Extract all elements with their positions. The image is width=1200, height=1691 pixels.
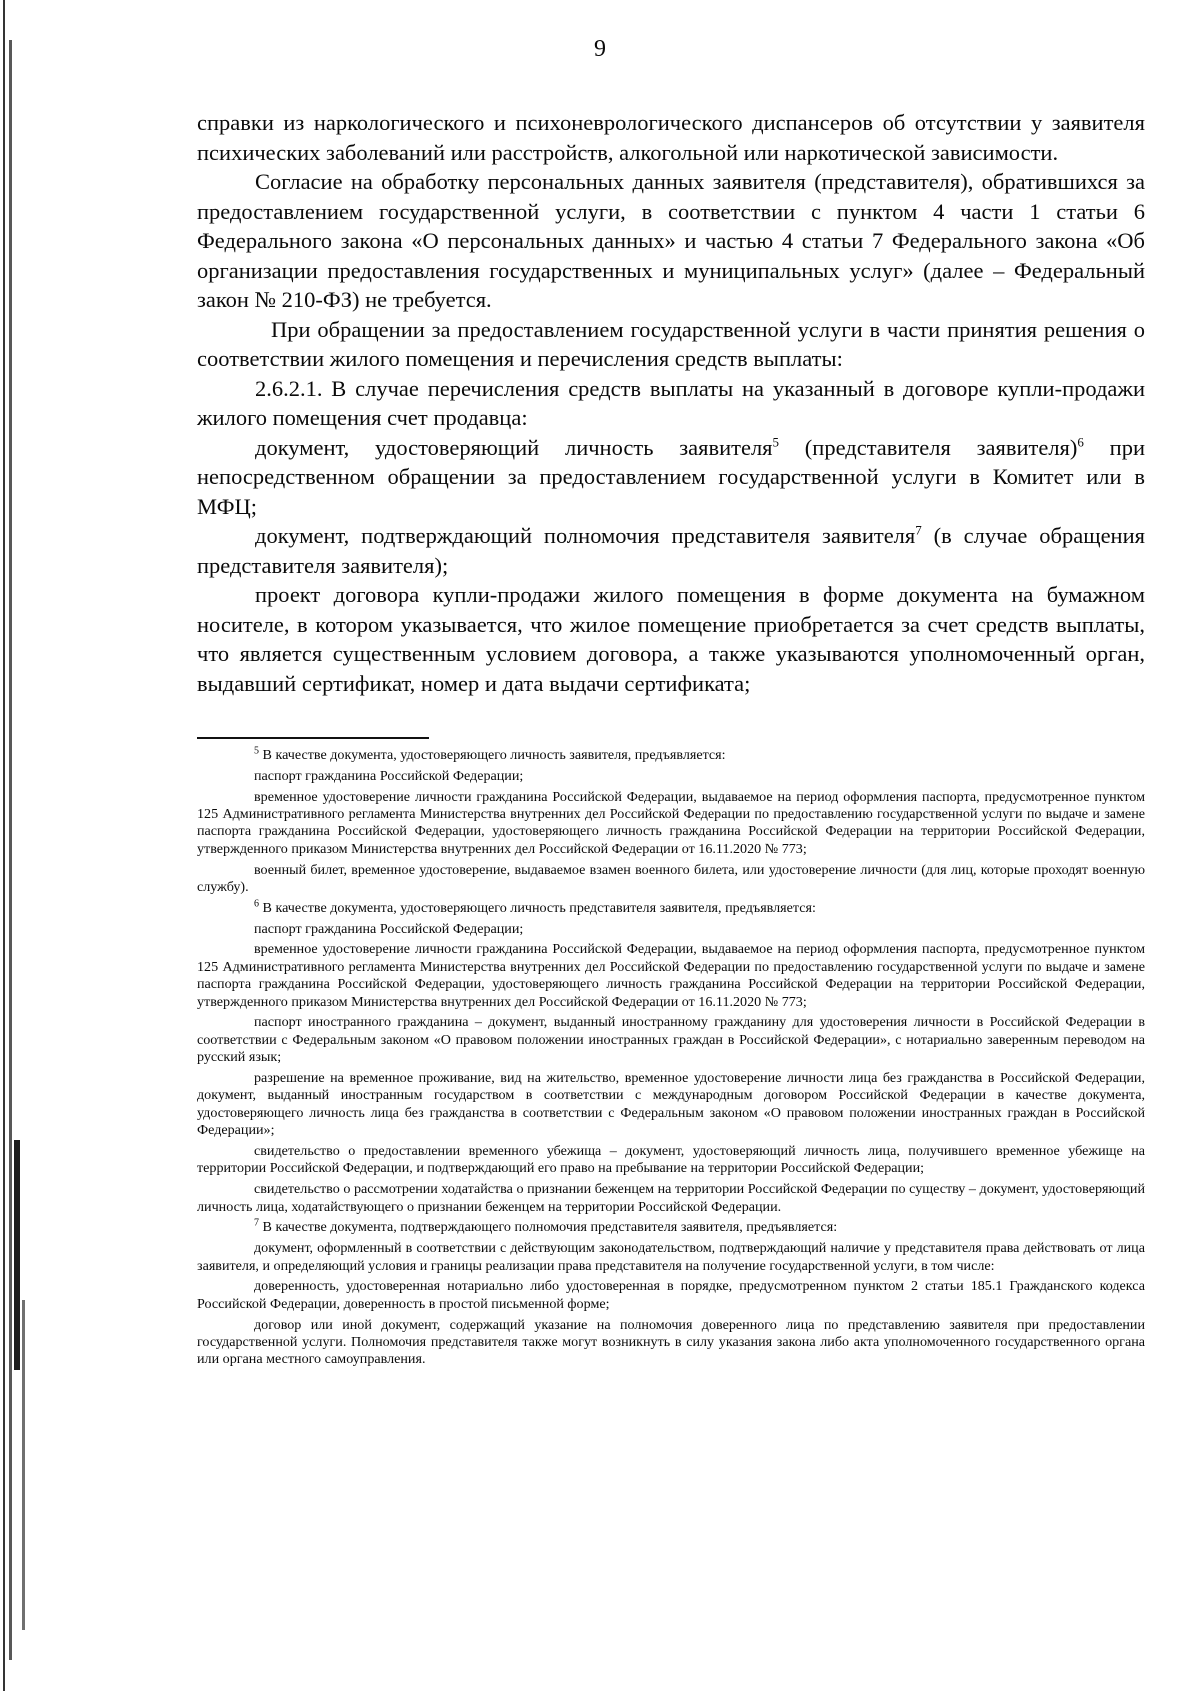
footnote-item [197, 1143, 1145, 1178]
footnote-text: паспорт гражданина Российской Федерации; [254, 920, 524, 937]
footnotes [197, 747, 1145, 1372]
footnote-heading [197, 1219, 1145, 1236]
footnote-reference: 6 [1077, 434, 1084, 449]
footnote-text: договор или иной документ, содержащий указание на полномочия доверенного лица по представлению заявителя при предоставлении государственной услуги. Полномочия представителя также могут возникнуть в силу указания закона либо акта уполномоченного государственного органа или органа местного самоуправления. [197, 1316, 1145, 1368]
footnote-reference: 5 [772, 434, 780, 449]
scan-edge-artifact [14, 1140, 20, 1370]
paragraph-text: (в случае обращения представителя заявителя); [197, 523, 1145, 578]
footnote-item [197, 1278, 1145, 1313]
footnote-text: паспорт гражданина Российской Федерации; [254, 767, 524, 784]
footnote-text: свидетельство о рассмотрении ходатайства о признании беженцем на территории Российской Федерации по существу – документ, удостоверяющий личность лица, ходатайствующего о признании беженцем на территории Российской Федерации. [197, 1181, 1145, 1215]
footnote-item [197, 789, 1145, 859]
scan-edge-artifact [22, 1300, 25, 1630]
paragraph-text: (представителя заявителя) [779, 434, 1078, 460]
body-paragraph: справки из наркологического и психоневрологического диспансеров об отсутствии у заявителя психических заболеваний или расстройств, алкогольной или наркотической зависимости. [197, 110, 1145, 165]
body-paragraph: 2.6.2.1. В случае перечисления средств выплаты на указанный в договоре купли-продажи жилого помещения счет продавца: [197, 375, 1145, 430]
footnote-text: временное удостоверение личности гражданина Российской Федерации, выдаваемое на период оформления паспорта, предусмотренное пунктом 125 Административного регламента Министерства внутренних дел Российской Федерации по предоставлению государственной услуги по выдаче и замене паспорта гражданина Российской Федерации, удостоверяющего личность гражданина Российской Федерации на территории Российской Федерации, утвержденного приказом Министерства внутренних дел Российской Федерации от 16.11.2020 № 773; [197, 941, 1145, 1010]
body-paragraph: Согласие на обработку персональных данных заявителя (представителя), обратившихся за предоставлением государственной услуги, в соответствии с пунктом 4 части 1 статьи 6 Федерального закона «О персональных данных» и частью 4 статьи 7 Федерального закона «Об организации предоставления государственных и муниципальных услуг» (далее – Федеральный закон № 210-ФЗ) не требуется. [197, 169, 1145, 312]
body-paragraph: проект договора купли-продажи жилого помещения в форме документа на бумажном носителе, в котором указывается, что жилое помещение приобретается за счет средств выплаты, что является существенным условием договора, а также указываются уполномоченный орган, выдавший сертификат, номер и дата выдачи сертификата; [197, 582, 1145, 696]
scan-edge-artifact [9, 40, 12, 1660]
footnote-text: военный билет, временное удостоверение, выдаваемое взамен военного билета, или удостоверение личности (для лиц, которые проходят военную службу). [197, 861, 1145, 896]
paragraph-text: при непосредственном обращении за предоставлением государственной услуги в Комитет или в МФЦ; [197, 434, 1145, 519]
footnote-item [197, 1070, 1145, 1140]
footnote-reference: 7 [915, 522, 922, 538]
main-text [197, 108, 1145, 698]
page-number: 9 [594, 36, 606, 62]
footnote-item [197, 1240, 1145, 1275]
paragraph-text: документ, удостоверяющий личность заявителя [255, 434, 773, 460]
footnote-heading [197, 900, 1145, 917]
footnote-separator [197, 737, 429, 739]
footnote-text: разрешение на временное проживание, вид на жительство, временное удостоверение личности лица без гражданства в Российской Федерации, документ, выданный иностранным государством в соответствии с международным договором Российской Федерации в качестве документа, удостоверяющего личность лица без гражданства в соответствии с Федеральным законом «О правовом положении иностранных граждан в Российской Федерации»; [197, 1070, 1145, 1139]
footnote-text: паспорт иностранного гражданина – документ, выданный иностранному гражданину для удостоверения личности в Российской Федерации в соответствии с Федеральным законом «О правовом положении иностранных граждан в Российской Федерации», с нотариально заверенным переводом на русский язык; [197, 1014, 1145, 1066]
body-paragraph [197, 521, 1145, 580]
footnote-text: доверенность, удостоверенная нотариально либо удостоверенная в порядке, предусмотренном пунктом 2 статьи 185.1 Гражданского кодекса Российской Федерации, доверенность в простой письменной форме; [197, 1278, 1145, 1312]
footnote-text: В качестве документа, удостоверяющего личность заявителя, предъявляется: [259, 747, 726, 763]
footnote-item [197, 1181, 1145, 1216]
footnote-item [197, 941, 1145, 1011]
footnote-item [197, 1014, 1145, 1066]
footnote-text: временное удостоверение личности гражданина Российской Федерации, выдаваемое на период оформления паспорта, предусмотренное пунктом 125 Административного регламента Министерства внутренних дел Российской Федерации по предоставлению государственной услуги по выдаче и замене паспорта гражданина Российской Федерации, удостоверяющего личность гражданина Российской Федерации на территории Российской Федерации, утвержденного приказом Министерства внутренних дел Российской Федерации от 16.11.2020 № 773; [197, 788, 1145, 857]
footnote-text: В качестве документа, подтверждающего полномочия представителя заявителя, предъявляется: [259, 1219, 838, 1236]
footnote-item [197, 768, 1145, 785]
footnote-item [197, 921, 1145, 938]
footnote-heading [197, 747, 1145, 764]
footnote-mark: 7 [254, 1217, 259, 1229]
footnote-mark: 5 [254, 745, 259, 757]
footnote-text: документ, оформленный в соответствии с действующим законодательством, подтверждающий наличие у представителя права действовать от лица заявителя, и определяющий условия и границы реализации права представителя на получение государственной услуги, в том числе: [197, 1240, 1145, 1274]
scan-edge-artifact [3, 0, 5, 1691]
footnote-mark: 6 [254, 898, 259, 910]
body-paragraph [197, 433, 1145, 522]
body-paragraph: При обращении за предоставлением государственной услуги в части принятия решения о соответствии жилого помещения и перечисления средств выплаты: [197, 316, 1145, 371]
footnote-item [197, 1317, 1145, 1369]
paragraph-text: документ, подтверждающий полномочия представителя заявителя [255, 523, 916, 548]
footnote-text: В качестве документа, удостоверяющего личность представителя заявителя, предъявляется: [259, 899, 816, 916]
footnote-text: свидетельство о предоставлении временного убежища – документ, удостоверяющий личность лица, получившего временное убежище на территории Российской Федерации, и подтверждающий его право на пребывание на территории Российской Федерации; [197, 1143, 1145, 1177]
footnote-item [197, 862, 1145, 897]
